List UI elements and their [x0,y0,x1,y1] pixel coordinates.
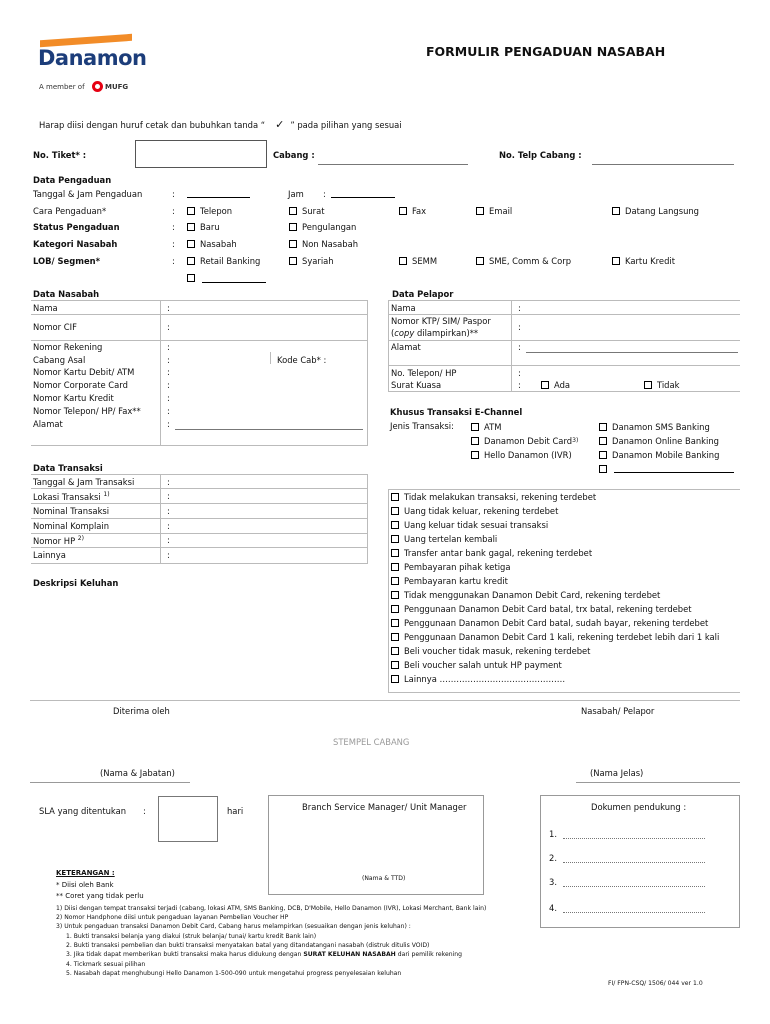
colon: : [167,550,170,560]
branch-phone-input[interactable] [592,164,734,165]
option-label: Kartu Kredit [625,256,676,266]
nasabah-row-label: Nomor CIF [33,322,77,332]
option-label: Beli voucher salah untuk HP payment [404,660,562,670]
pengaduan-label-kategori: Kategori Nasabah [33,239,118,249]
echannel-sms[interactable] [599,423,710,431]
colon: : [167,406,170,416]
lob-syariah[interactable] [289,257,334,265]
sla-unit: hari [227,806,244,816]
checkbox-icon [187,274,195,282]
divider [31,314,368,315]
nasabah-heading: Data Nasabah [33,289,100,299]
colon: : [167,491,170,501]
complaint-item[interactable] [391,661,562,669]
transaksi-row-label [33,506,109,516]
transaksi-row-label [33,550,66,560]
footnote-ref: 1) [103,491,110,498]
option-label: Uang keluar tidak sesuai transaksi [404,520,549,530]
status-pengulangan[interactable] [289,223,356,231]
checkbox-icon [599,451,607,459]
dokumen-item-num: 2. [549,853,557,863]
colon: : [167,535,170,545]
kuasa-tidak[interactable] [644,381,679,389]
instruction-after: ” pada pilihan yang sesuai [290,120,402,130]
cara-email[interactable] [476,207,512,215]
checkbox-icon [471,423,479,431]
complaint-item[interactable] [391,675,565,683]
dokumen-item-num: 1. [549,829,557,839]
sub-text: 3. Jika tidak dapat memberikan bukti transaksi maka harus didukung dengan [66,951,304,958]
divider [388,314,740,315]
checkbox-icon [391,563,399,571]
label-text: Nominal Transaksi [33,506,110,516]
complaint-item[interactable] [391,549,592,557]
cara-telepon[interactable] [187,207,232,215]
complaint-item[interactable] [391,605,692,613]
colon: : [172,189,175,199]
option-label: Syariah [302,256,334,266]
ktp-rest: dilampirkan)** [414,328,479,338]
checkbox-icon [476,257,484,265]
bsm-caption: (Nama & TTD) [362,875,406,882]
option-label: Penggunaan Danamon Debit Card batal, sudah bayar, rekening terdebet [404,618,709,628]
member-of-text: A member of [39,83,85,91]
logo-wordmark: Danamon [38,46,147,70]
complaint-item[interactable] [391,521,548,529]
footnote-ref: 2) [77,535,85,542]
copy-word: copy [394,328,415,338]
echannel-other[interactable] [599,465,612,473]
checkbox-icon [391,661,399,669]
checkbox-icon [471,437,479,445]
nama-jabatan-label: (Nama & Jabatan) [100,768,175,778]
lob-sme[interactable] [476,257,571,265]
option-label: Datang Langsung [625,206,700,216]
divider [388,340,740,341]
checkbox-icon [471,451,479,459]
complaint-item[interactable] [391,633,719,641]
pengaduan-label-cara: Cara Pengaduan* [33,206,107,216]
option-label: Pembayaran pihak ketiga [404,562,511,572]
deskripsi-input[interactable] [31,590,368,690]
keterangan-sub: 4. Tickmark sesuai pilihan [66,961,146,968]
mufg-text: MUFG [105,83,129,91]
divider [31,340,368,341]
option-label: Non Nasabah [302,239,359,249]
nasabah-row-label: Nomor Corporate Card [33,380,128,390]
jam-colon: : [323,189,326,199]
transaksi-row-label [33,535,84,546]
dokumen-title: Dokumen pendukung : [591,802,687,812]
signature-line[interactable] [30,782,190,783]
option-label: Tidak melakukan transaksi, rekening terdebet [404,492,597,502]
option-label: SME, Comm & Corp [489,256,572,266]
colon: : [518,322,521,332]
checkbox-icon [187,240,195,248]
complaint-item[interactable] [391,507,558,515]
transaksi-row-label [33,491,110,502]
complaint-item[interactable] [391,563,511,571]
option-label: Uang tertelan kembali [404,534,498,544]
colon: : [167,303,170,313]
sub-text: dari pemilik rekening [395,951,463,958]
option-label: Pembayaran kartu kredit [404,576,508,586]
option-label: Beli voucher tidak masuk, rekening terdebet [404,646,591,656]
cara-surat[interactable] [289,207,324,215]
colon: : [518,303,521,313]
pelapor-telepon-label: No. Telepon/ HP [391,368,457,378]
divider [31,488,368,489]
nasabah-row-label: Nomor Telepon/ HP/ Fax** [33,406,141,416]
branch-input[interactable] [318,164,468,165]
checkbox-icon [391,549,399,557]
divider [31,547,368,548]
cara-fax[interactable] [399,207,426,215]
colon: : [167,355,170,365]
nasabah-row-label: Nomor Rekening [33,342,103,352]
colon: : [518,342,521,352]
sla-input[interactable] [158,796,218,842]
option-label: Penggunaan Danamon Debit Card batal, trx batal, rekening terdebet [404,604,692,614]
keterangan-sub [66,951,462,958]
option-label: Hello Danamon (IVR) [484,450,572,460]
transaksi-row-label [33,521,109,531]
complaint-item[interactable] [391,535,497,543]
option-label: Penggunaan Danamon Debit Card 1 kali, rekening terdebet lebih dari 1 kali [404,632,720,642]
nasabah-row-label: Nomor Kartu Kredit [33,393,114,403]
lob-other[interactable] [187,274,200,282]
jam-input[interactable] [331,197,395,198]
checkbox-icon [599,437,607,445]
checkbox-icon [187,257,195,265]
kategori-non-nasabah[interactable] [289,240,358,248]
checkbox-icon [541,381,549,389]
label-text: Tanggal & Jam Transaksi [33,477,135,487]
form-title: FORMULIR PENGADUAN NASABAH [426,44,666,59]
keterangan-note: ** Coret yang tidak perlu [56,892,144,900]
dokumen-item-num: 4. [549,903,557,913]
label-text: Nomor HP [33,535,76,546]
label-text: Lainnya [33,550,66,560]
checkbox-icon [391,521,399,529]
checkbox-icon [399,257,407,265]
dokumen-item-input[interactable] [563,838,705,839]
colon: : [518,368,521,378]
colon: : [172,239,175,249]
branch-phone-label: No. Telp Cabang : [499,150,582,160]
keterangan-item: 1) Diisi dengan tempat transaksi terjadi (cabang, lokasi ATM, SMS Banking, DCB, D'Mobile, Hello Danamon (IVR), Lokasi Merchant, Bank lain) [56,905,487,912]
option-label: Email [489,206,513,216]
ticket-input[interactable] [135,140,267,168]
checkbox-icon [391,591,399,599]
kode-cab-label: Kode Cab* : [277,355,327,365]
sla-colon: : [143,806,146,816]
option-label: Transfer antar bank gagal, rekening terdebet [404,548,593,558]
echannel-online[interactable] [599,437,719,445]
divider [160,300,161,446]
lob-other-input[interactable] [202,282,266,283]
checkbox-icon [289,257,297,265]
option-label: Telepon [200,206,233,216]
colon: : [167,506,170,516]
colon: : [167,342,170,352]
complaint-item[interactable] [391,591,660,599]
echannel-heading: Khusus Transaksi E-Channel [390,407,523,417]
lob-kartu-kredit[interactable] [612,257,675,265]
divider [31,503,368,504]
echannel-ivr[interactable] [471,451,572,459]
stempel-label: STEMPEL CABANG [333,737,410,747]
paren: ( [391,328,395,338]
alamat-input[interactable] [175,429,363,430]
nasabah-row-label: Alamat [33,419,63,429]
date-input[interactable] [187,197,250,198]
label-text: Lokasi Transaksi [33,491,101,502]
sla-label: SLA yang ditentukan [39,806,127,816]
transaksi-row-label [33,477,134,487]
bsm-title: Branch Service Manager/ Unit Manager [302,802,467,812]
complaint-item[interactable] [391,619,708,627]
checkbox-icon [399,207,407,215]
complaint-item[interactable] [391,647,590,655]
transaksi-heading: Data Transaksi [33,463,103,473]
echannel-mobile[interactable] [599,451,719,459]
deskripsi-heading: Deskripsi Keluhan [33,578,119,588]
checkbox-icon [612,257,620,265]
pelapor-alamat-label: Alamat [391,342,421,352]
option-label: Nasabah [200,239,237,249]
keterangan-heading: KETERANGAN : [56,869,115,877]
option-label: Danamon Debit Card [484,436,573,446]
divider [270,352,271,364]
colon: : [167,393,170,403]
colon: : [172,222,175,232]
checkbox-icon [187,207,195,215]
checkbox-icon [612,207,620,215]
pengaduan-label-status: Status Pengaduan [33,222,120,232]
checkbox-icon [391,605,399,613]
keterangan-sub: 1. Bukti transaksi belanja yang diakui (struk belanja/ tunai/ kartu kredit Bank lain) [66,933,317,940]
ticket-label: No. Tiket* : [33,150,87,160]
divider [31,533,368,534]
dokumen-item-input[interactable] [563,862,705,863]
colon: : [167,419,170,429]
label-text: Nominal Komplain [33,521,110,531]
sub-bold: SURAT KELUHAN NASABAH [303,951,396,958]
dokumen-item-input[interactable] [563,886,705,887]
checkbox-icon [391,675,399,683]
footer-code: FI/ FPN-CSQ/ 1506/ 044 ver 1.0 [608,980,703,987]
colon: : [167,367,170,377]
branch-label: Cabang : [273,150,315,160]
checkbox-icon [391,507,399,515]
option-label: Uang tidak keluar, rekening terdebet [404,506,559,516]
option-label: Tidak menggunakan Danamon Debit Card, rekening terdebet [404,590,661,600]
option-label: Danamon Online Banking [612,436,719,446]
pengaduan-label-date: Tanggal & Jam Pengaduan [33,189,143,199]
colon: : [518,380,521,390]
checkbox-icon [391,535,399,543]
checkbox-icon [391,619,399,627]
option-label: Danamon SMS Banking [612,422,710,432]
checkbox-icon [391,493,399,501]
checkbox-icon [289,223,297,231]
echannel-other-input[interactable] [614,472,734,473]
nasabah-sign-label: Nasabah/ Pelapor [581,706,655,716]
jam-label: Jam [288,189,304,199]
option-label: Pengulangan [302,222,357,232]
colon: : [172,256,175,266]
status-baru[interactable] [187,223,220,231]
nasabah-row-label: Nomor Kartu Debit/ ATM [33,367,135,377]
pelapor-nama-label: Nama [391,303,416,313]
option-label: Tidak [657,380,680,390]
pelapor-heading: Data Pelapor [392,289,454,299]
option-label: Ada [554,380,571,390]
nasabah-row-label: Cabang Asal [33,355,86,365]
checkbox-icon [289,240,297,248]
kategori-nasabah[interactable] [187,240,237,248]
instruction-text [39,118,402,131]
lob-retail[interactable] [187,257,260,265]
complaint-item[interactable] [391,577,508,585]
keterangan-sub: 2. Bukti transaksi pembelian dan bukti transaksi menyatakan batal yang ditandatangani nasabah (distruk ditulis VOID) [66,942,430,949]
keterangan-sub: 5. Nasabah dapat menghubungi Hello Danamon 1-500-090 untuk mengetahui progress penyelesaian keluhan [66,970,402,977]
option-label: Lainnya ……………………………………… [404,674,566,684]
option-label: SEMM [412,256,438,266]
checkbox-icon [599,423,607,431]
checkmark-icon: ✓ [275,118,285,131]
complaint-item[interactable] [391,493,596,501]
checkbox-icon [644,381,652,389]
keterangan-item: 2) Nomor Handphone diisi untuk pengaduan layanan Pembelian Voucher HP [56,914,289,921]
dokumen-item-num: 3. [549,877,557,887]
pengaduan-label-lob: LOB/ Segmen* [33,256,100,266]
keterangan-item: 3) Untuk pengaduan transaksi Danamon Debit Card, Cabang harus melampirkan (sesuaikan dengan jenis keluhan) : [56,923,411,930]
keterangan-note: * Diisi oleh Bank [56,881,114,889]
divider [31,518,368,519]
option-label: Fax [412,206,427,216]
colon: : [167,380,170,390]
option-label: Baru [200,222,220,232]
colon: : [167,521,170,531]
checkbox-icon [289,207,297,215]
footnote-ref: 3) [572,437,579,445]
checkbox-icon [476,207,484,215]
option-label: Retail Banking [200,256,261,266]
option-label: Danamon Mobile Banking [612,450,720,460]
diterima-label: Diterima oleh [113,706,170,716]
kuasa-ada[interactable] [541,381,570,389]
jenis-transaksi-label: Jenis Transaksi: [390,421,454,431]
checkbox-icon [391,647,399,655]
checkbox-icon [599,465,607,473]
divider [388,365,740,366]
echannel-atm[interactable] [471,423,501,431]
pengaduan-heading: Data Pengaduan [33,175,112,185]
colon: : [167,477,170,487]
checkbox-icon [187,223,195,231]
pelapor-ktp-label: Nomor KTP/ SIM/ Paspor [391,316,491,326]
nama-jelas-label: (Nama Jelas) [590,768,644,778]
echannel-debit-card[interactable] [471,437,578,445]
dokumen-item-input[interactable] [563,912,705,913]
nasabah-row-label: Nama [33,303,58,313]
section-divider [30,700,740,701]
colon: : [167,322,170,332]
pelapor-kuasa-label: Surat Kuasa [391,380,442,390]
option-label: Surat [302,206,325,216]
pelapor-ktp-note [391,328,478,338]
option-label: ATM [484,422,502,432]
cara-datang[interactable] [612,207,699,215]
checkbox-icon [391,577,399,585]
checkbox-icon [391,633,399,641]
mufg-icon [92,81,103,92]
instruction-before: Harap diisi dengan huruf cetak dan bubuhkan tanda “ [39,120,266,130]
lob-semm[interactable] [399,257,437,265]
signature-line[interactable] [576,782,740,783]
colon: : [172,206,175,216]
pelapor-alamat-input[interactable] [526,352,738,353]
